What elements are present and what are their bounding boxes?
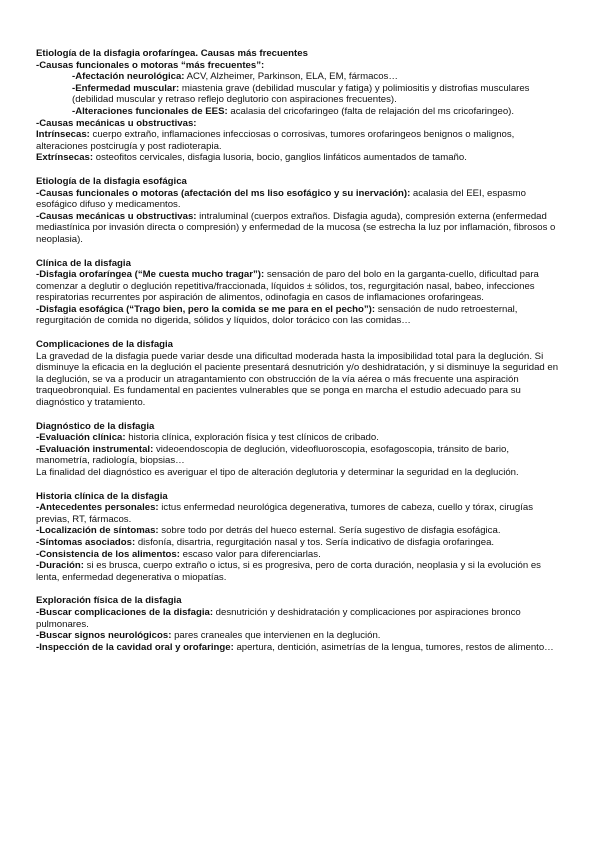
item-text: disfonía, disartria, regurgitación nasal y tos. Sería indicativo de disfagia orofaringea. (135, 536, 495, 548)
list-item (36, 188, 559, 211)
item-label: -Causas mecánicas u obstructivas: (36, 117, 197, 129)
list-item (36, 444, 559, 467)
item-text: sensación de nudo retroesternal, regurgitación de comida no digerida, sólidos y líquidos, dolor torácico con las comidas… (36, 303, 518, 327)
item-text: La gravedad de la disfagia puede variar desde una dificultad moderada hasta la imposibilidad total para la deglución. Si disminuye la eficacia en la deglución el paciente presentará desnutrición y/o deshidratación, y si disminuye la seguridad en la deglución, se va a producir un atragantamiento con obstrucción de la vía aérea o más frecuente una aspiración traqueobronquial. Es fundamental en pacientes vulnerables que se ponga en marcha el estudio adecuado para su diagnóstico y tratamiento. (36, 350, 559, 409)
section-title: Historia clínica de la disfagia (36, 490, 168, 502)
item-text: acalasia del cricofaringeo (falta de relajación del ms cricofaringeo). (227, 105, 515, 117)
item-label: -Localización de síntomas: (36, 525, 159, 537)
list-item (36, 607, 559, 630)
item-text: La finalidad del diagnóstico es averiguar el tipo de alteración deglutoria y determinar la seguridad en la deglución. (36, 467, 519, 478)
section-title: Clínica de la disfagia (36, 257, 131, 269)
item-label: -Buscar complicaciones de la disfagia: (36, 606, 214, 618)
item-label: -Causas mecánicas u obstructivas: (36, 210, 197, 222)
section-title: Complicaciones de la disfagia (36, 339, 174, 351)
section-title: Etiología de la disfagia esofágica (36, 175, 187, 187)
item-text: si es brusca, cuerpo extraño o ictus, si es progresiva, pero de corta duración, neoplasia y si la evolución es lenta, enfermedad degenerativa o miopatías. (36, 560, 541, 583)
item-label: -Inspección de la cavidad oral y orofaringe: (36, 641, 234, 653)
item-text: intraluminal (cuerpos extraños. Disfagia aguda), compresión externa (enfermedad mediastínica por invasión directa o compresión) y enfermedad de la mucosa (se estrecha la luz por inflamación, fibrosos o neoplasia). (36, 210, 556, 245)
item-label: -Síntomas asociados: (36, 536, 136, 548)
item-label: -Antecedentes personales: (36, 502, 159, 514)
list-item (36, 83, 559, 106)
list-item (36, 118, 559, 130)
section-title: Diagnóstico de la disfagia (36, 420, 155, 432)
item-label: -Duración: (36, 560, 84, 572)
item-label: -Alteraciones funcionales de EES: (72, 105, 228, 117)
list-item (36, 106, 559, 118)
list-item (36, 630, 559, 642)
list-item (36, 549, 559, 561)
list-item (36, 304, 559, 327)
item-label: -Buscar signos neurológicos: (36, 630, 172, 642)
list-item (36, 269, 559, 304)
list-item (36, 502, 559, 525)
section-diagnostico (36, 421, 559, 479)
item-text: historia clínica, exploración física y test clínicos de cribado. (125, 432, 379, 444)
item-text: apertura, dentición, asimetrías de la lengua, tumores, restos de alimento… (233, 641, 554, 653)
section-historia-clinica (36, 491, 559, 584)
item-text: desnutrición y deshidratación y complicaciones por aspiraciones bronco pulmonares. (36, 606, 521, 630)
item-label: -Consistencia de los alimentos: (36, 548, 180, 560)
item-text: pares craneales que intervienen en la deglución. (171, 630, 381, 642)
section-title: Etiología de la disfagia orofaríngea. Causas más frecuentes (36, 48, 308, 59)
item-label: -Causas funcionales o motoras “más frecuentes”: (36, 59, 265, 71)
section-etiologia-esofagica (36, 176, 559, 246)
item-label: -Causas funcionales o motoras (afectación del ms liso esofágico y su inervación): (36, 187, 411, 199)
item-text: cuerpo extraño, inflamaciones infecciosas o corrosivas, tumores orofaringeos benignos o malignos, alteraciones postcirugía y post radioterapia. (36, 129, 515, 152)
item-label: -Disfagia esofágica (“Trago bien, pero la comida se me para en el pecho”): (36, 303, 376, 315)
item-text: sobre todo por detrás del hueco esternal. Sería sugestivo de disfagia esofágica. (158, 525, 501, 537)
item-text: sensación de paro del bolo en la garganta-cuello, dificultad para comenzar a deglutir o deglución repetitiva/fraccionada, líquidos ± sólidos, tos, regurgitación nasal, babeo, infecciones respiratorias recurrentes por aspiración de alimentos, odinofagia en casos de inflamaciones orofaringeas. (36, 269, 539, 304)
item-label: -Evaluación clínica: (36, 432, 126, 444)
item-label: -Evaluación instrumental: (36, 443, 154, 455)
item-text: ACV, Alzheimer, Parkinson, ELA, EM, fármacos… (184, 71, 398, 83)
item-text: miastenia grave (debilidad muscular y fatiga) y polimiositis y distrofias musculares (debilidad muscular y retraso reflejo deglutorio con aspiraciones frecuentes). (72, 82, 530, 106)
item-text: videoendoscopia de deglución, videofluoroscopia, esofagoscopia, tránsito de bario, manometría, radiología, biopsias… (36, 443, 510, 467)
section-title: Exploración física de la disfagia (36, 595, 182, 607)
list-item (36, 129, 559, 152)
section-complicaciones (36, 339, 559, 409)
item-label: Extrínsecas: (36, 152, 94, 164)
list-item (36, 560, 559, 583)
list-item (36, 642, 559, 654)
item-text: osteofitos cervicales, disfagia lusoria, bocio, ganglios linfáticos aumentados de tamaño. (93, 152, 467, 164)
section-clinica (36, 258, 559, 328)
list-item (36, 537, 559, 549)
list-item (36, 71, 559, 83)
section-etiologia-orofaringea (36, 48, 559, 164)
item-label: Intrínsecas: (36, 129, 90, 141)
item-label: -Afectación neurológica: (72, 71, 185, 83)
item-label: -Enfermedad muscular: (72, 82, 180, 94)
item-text: escaso valor para diferenciarlas. (179, 548, 321, 560)
list-item (36, 211, 559, 246)
paragraph (36, 467, 559, 479)
item-label: -Disfagia orofaríngea (“Me cuesta mucho tragar”): (36, 269, 265, 281)
item-text: ictus enfermedad neurológica degenerativa, tumores de cabeza, cuello y tórax, cirugías previas, RT, fármacos. (36, 502, 533, 525)
item-text: acalasia del EEI, espasmo esofágico difuso y medicamentos. (36, 187, 526, 211)
list-item (36, 152, 559, 164)
section-exploracion-fisica (36, 595, 559, 653)
list-item (36, 60, 559, 72)
list-item (36, 432, 559, 444)
list-item (36, 525, 559, 537)
paragraph (36, 351, 559, 409)
